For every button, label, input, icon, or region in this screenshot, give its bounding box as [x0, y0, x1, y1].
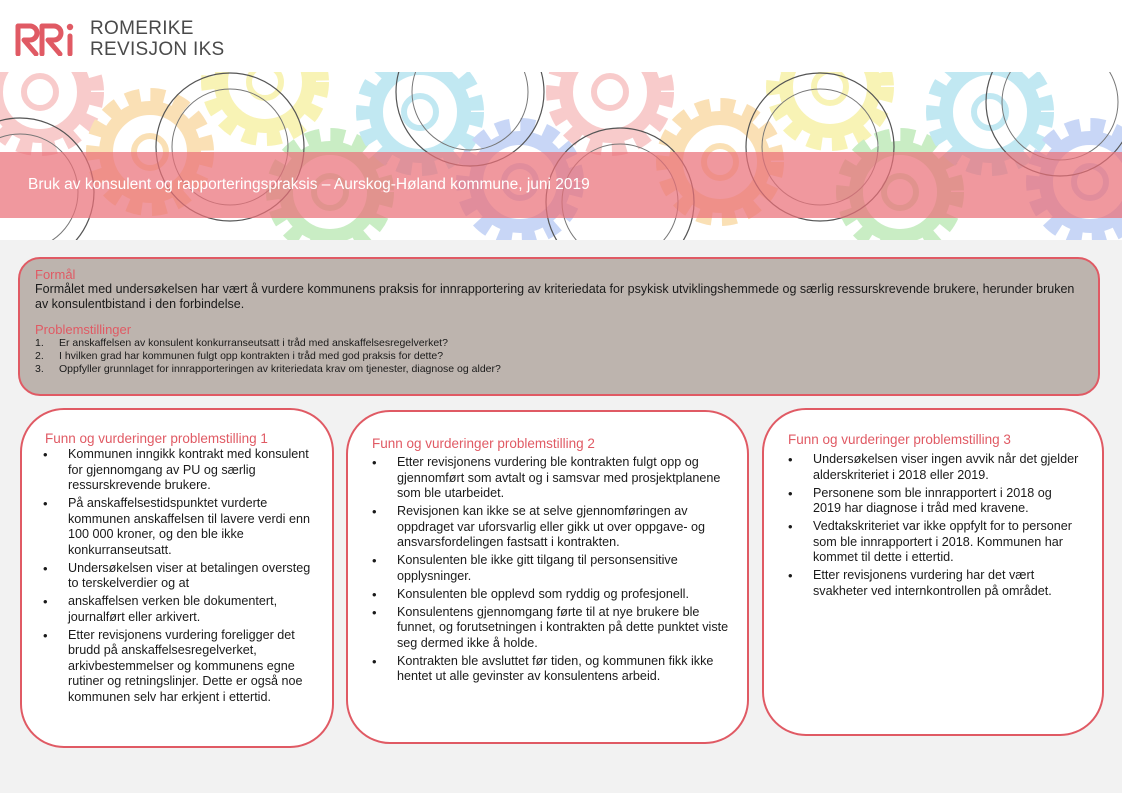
list-item-text: Oppfyller grunnlaget for innrapporteringen av kriteriedata krav om tjenester, diagnose og alder? [59, 363, 501, 375]
purpose-label: Formål [35, 267, 76, 282]
list-item [35, 363, 501, 376]
findings-list [41, 447, 313, 708]
findings-card-title: Funn og vurderinger problemstilling 1 [45, 431, 268, 446]
list-item-number: 3. [35, 363, 44, 375]
rri-logo-icon [14, 20, 80, 61]
findings-card-title: Funn og vurderinger problemstilling 2 [372, 436, 595, 451]
list-item: • Etter revisjonens vurdering har det vært svakheter ved internkontrollen på området. [786, 568, 1082, 599]
top-bar [0, 0, 1122, 72]
purpose-text: Formålet med undersøkelsen har vært å vurdere kommunens praksis for innrapportering av kriteriedata for psykisk utviklingshemmede og særlig ressurskrevende brukere, herunder bruken av konsulentbistand i den forbindelse. [35, 282, 1075, 311]
list-item: • Kommunen inngikk kontrakt med konsulent for gjennomgang av PU og særlig ressurskrevende brukere. [41, 447, 313, 494]
findings-card-3 [762, 408, 1104, 736]
list-item: • anskaffelsen verken ble dokumentert, journalført eller arkivert. [41, 594, 313, 625]
list-item: • Undersøkelsen viser ingen avvik når det gjelder alderskriteriet i 2018 eller 2019. [786, 452, 1082, 483]
problems-label: Problemstillinger [35, 322, 132, 337]
findings-card-title: Funn og vurderinger problemstilling 3 [788, 432, 1011, 447]
list-item-number: 1. [35, 337, 44, 349]
list-item: • Kontrakten ble avsluttet før tiden, og kommunen fikk ikke hentet ut alle gevinster av konsulentens arbeid. [370, 654, 730, 685]
list-item: • På anskaffelsestidspunktet vurderte kommunen anskaffelsen til lavere verdi enn 100 000 kroner, og den ble ikke konkurranseutsatt. [41, 496, 313, 558]
list-item: • Vedtakskriteriet var ikke oppfylt for to personer som ble innrapportert i 2018. Kommunen har kommet til dette i ettertid. [786, 519, 1082, 566]
findings-card-1 [20, 408, 334, 748]
page-title: Bruk av konsulent og rapporteringspraksis – Aurskog-Høland kommune, juni 2019 [28, 176, 590, 193]
list-item-number: 2. [35, 350, 44, 362]
list-item [35, 337, 501, 350]
list-item [35, 350, 501, 363]
list-item: • Etter revisjonens vurdering foreligger det brudd på anskaffelsesregelverket, arkivbestemmelser og kommunens egne rutiner og retningslinjer. Dette er også noe kommunen selv har erkjent i ettertid. [41, 628, 313, 706]
list-item: • Konsulentens gjennomgang førte til at nye brukere ble funnet, og forutsetningen i kontrakten på dette punktet viste seg dermed ikke å holde. [370, 605, 730, 652]
list-item: • Konsulenten ble opplevd som ryddig og profesjonell. [370, 587, 730, 603]
company-name-line1: ROMERIKE [90, 18, 194, 39]
company-name [90, 18, 225, 60]
findings-list [370, 455, 730, 687]
list-item: • Etter revisjonens vurdering ble kontrakten fulgt opp og gjennomført som avtalt og i samsvar med prosjektplanene som ble utarbeidet. [370, 455, 730, 502]
list-item: • Personene som ble innrapportert i 2018 og 2019 har diagnose i tråd med kravene. [786, 486, 1082, 517]
list-item: • Konsulenten ble ikke gitt tilgang til personsensitive opplysninger. [370, 553, 730, 584]
company-name-line2: REVISJON IKS [90, 39, 225, 60]
purpose-panel [18, 257, 1100, 396]
list-item-text: Er anskaffelsen av konsulent konkurranseutsatt i tråd med anskaffelsesregelverket? [59, 337, 448, 349]
findings-list [786, 452, 1082, 602]
findings-card-2 [346, 410, 749, 744]
list-item: • Undersøkelsen viser at betalingen oversteg to terskelverdier og at [41, 561, 313, 592]
list-item-text: I hvilken grad har kommunen fulgt opp kontrakten i tråd med god praksis for dette? [59, 350, 444, 362]
list-item: • Revisjonen kan ikke se at selve gjennomføringen av oppdraget var uforsvarlig eller gikk ut over oppgave- og ansvarsfordelingen fastsatt i kontrakten. [370, 504, 730, 551]
problems-list [35, 337, 501, 376]
